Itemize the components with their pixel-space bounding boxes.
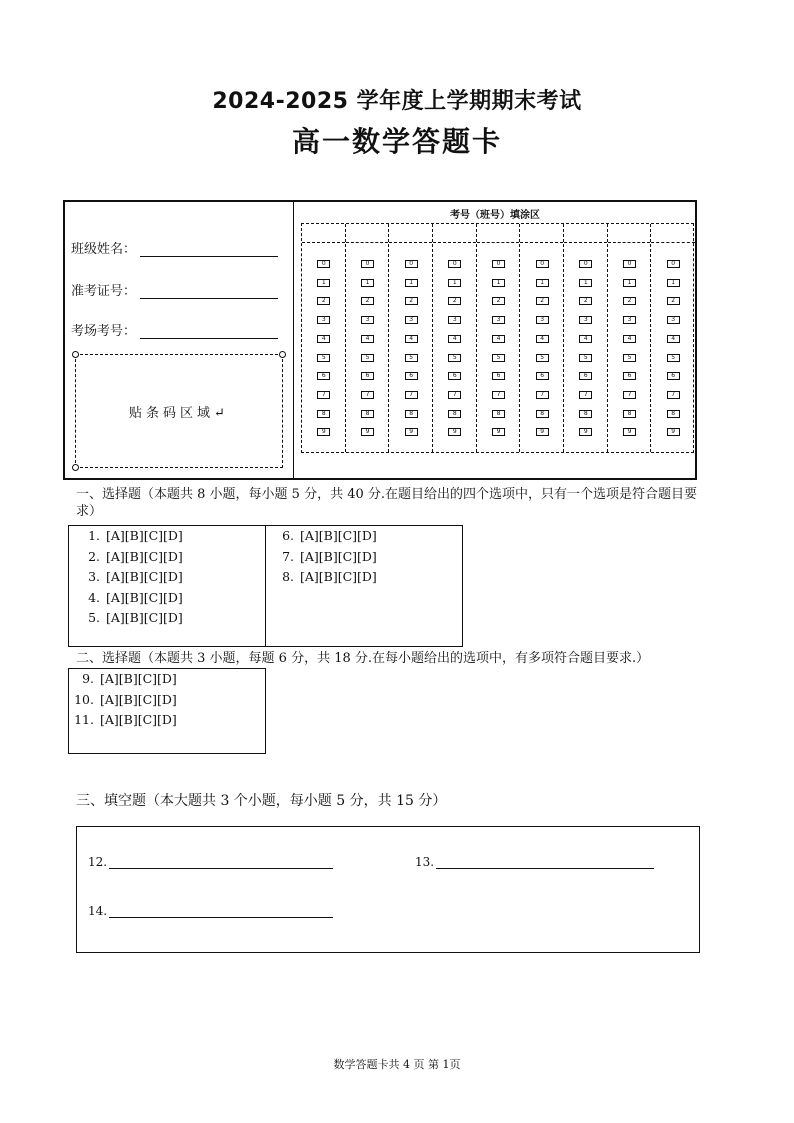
id-digit-write-cell[interactable]	[433, 224, 476, 243]
choice-question-row[interactable]	[76, 569, 183, 584]
id-digit-write-cell[interactable]	[608, 224, 651, 243]
id-fill-panel	[295, 202, 695, 478]
student-info-panel	[65, 202, 294, 478]
id-digit-column	[302, 224, 346, 452]
digit-bubble[interactable]: 6	[536, 372, 549, 380]
digit-bubble[interactable]: 7	[317, 391, 330, 399]
id-fill-grid	[301, 223, 694, 453]
question-number: 1.	[88, 528, 100, 543]
digit-bubble[interactable]: 5	[317, 354, 330, 362]
digit-bubble[interactable]: 2	[579, 297, 592, 305]
class-name-field[interactable]	[71, 238, 278, 257]
id-digit-column	[477, 224, 521, 452]
blank-number: 12.	[88, 855, 108, 869]
class-name-line[interactable]	[140, 242, 278, 257]
digit-bubble[interactable]: 0	[405, 260, 418, 268]
digit-bubble[interactable]: 0	[492, 260, 505, 268]
digit-bubble[interactable]: 5	[361, 354, 374, 362]
digit-bubble[interactable]: 2	[361, 297, 374, 305]
id-digit-column	[564, 224, 608, 452]
answer-options[interactable]: [A][B][C][D]	[300, 528, 377, 543]
corner-mark	[279, 351, 286, 358]
blank-line[interactable]	[109, 905, 333, 918]
id-digit-write-cell[interactable]	[302, 224, 345, 243]
answer-options[interactable]: [A][B][C][D]	[106, 548, 183, 564]
digit-bubble[interactable]: 1	[667, 279, 680, 287]
id-digit-column	[433, 224, 477, 452]
ticket-number-label: 准考证号：	[71, 284, 137, 299]
digit-bubble[interactable]: 1	[536, 279, 549, 287]
room-number-line[interactable]	[140, 324, 278, 339]
digit-bubble[interactable]: 2	[623, 297, 636, 305]
digit-bubble[interactable]: 4	[317, 335, 330, 343]
ticket-number-line[interactable]	[140, 284, 278, 299]
digit-bubble[interactable]: 0	[623, 260, 636, 268]
question-number: 7.	[282, 548, 294, 564]
digit-bubble[interactable]: 4	[579, 335, 592, 343]
room-number-field[interactable]	[71, 320, 278, 339]
choice-question-row[interactable]	[76, 549, 183, 564]
blank-line[interactable]	[109, 856, 333, 869]
answer-options[interactable]: [A][B][C][D]	[106, 528, 183, 543]
answer-options[interactable]: [A][B][C][D]	[300, 569, 377, 584]
digit-bubble[interactable]: 6	[623, 372, 636, 380]
digit-bubble[interactable]: 4	[361, 335, 374, 343]
choice-question-row[interactable]	[270, 569, 377, 584]
ticket-number-field[interactable]	[71, 280, 278, 299]
digit-bubble[interactable]: 9	[623, 428, 636, 436]
digit-bubble[interactable]: 2	[448, 297, 461, 305]
digit-bubble[interactable]: 5	[536, 354, 549, 362]
digit-bubble[interactable]: 5	[448, 354, 461, 362]
question-number: 10.	[74, 691, 94, 707]
question-number: 11.	[74, 712, 94, 727]
answer-options[interactable]: [A][B][C][D]	[106, 589, 183, 605]
question-number: 9.	[82, 671, 94, 686]
fill-blank[interactable]	[415, 855, 654, 869]
id-digit-write-cell[interactable]	[477, 224, 520, 243]
digit-bubble[interactable]: 9	[536, 428, 549, 436]
digit-bubble[interactable]: 7	[536, 391, 549, 399]
question-number: 8.	[282, 569, 294, 584]
digit-bubble[interactable]: 7	[623, 391, 636, 399]
digit-bubble[interactable]: 6	[492, 372, 505, 380]
digit-bubble[interactable]: 8	[492, 410, 505, 418]
blank-line[interactable]	[436, 856, 654, 869]
digit-bubble[interactable]: 6	[317, 372, 330, 380]
answer-options[interactable]: [A][B][C][D]	[106, 610, 183, 625]
digit-bubble[interactable]: 5	[579, 354, 592, 362]
blank-number: 13.	[415, 855, 435, 869]
choice-question-row[interactable]	[76, 610, 183, 625]
section3-answer-box	[76, 826, 700, 953]
digit-bubble[interactable]: 5	[623, 354, 636, 362]
question-number: 2.	[88, 548, 100, 564]
digit-bubble[interactable]: 9	[579, 428, 592, 436]
digit-bubble[interactable]: 2	[536, 297, 549, 305]
choice-question-row[interactable]	[270, 549, 377, 564]
fill-blank[interactable]	[88, 855, 333, 869]
digit-bubble[interactable]: 1	[361, 279, 374, 287]
section2-heading: 二、选择题（本题共 3 小题，每题 6 分，共 18 分.在每小题给出的选项中，有多项符合题目要求.）	[76, 651, 650, 666]
digit-bubble[interactable]: 0	[536, 260, 549, 268]
answer-options[interactable]: [A][B][C][D]	[100, 671, 177, 686]
digit-bubble[interactable]: 7	[448, 391, 461, 399]
digit-bubble[interactable]: 8	[579, 410, 592, 418]
id-digit-write-cell[interactable]	[389, 224, 432, 243]
section1-divider	[265, 526, 266, 646]
answer-options[interactable]: [A][B][C][D]	[100, 712, 177, 727]
class-name-label: 班级姓名：	[71, 242, 137, 257]
digit-bubble[interactable]: 9	[492, 428, 505, 436]
room-number-label: 考场考号：	[71, 324, 137, 339]
digit-bubble[interactable]: 9	[361, 428, 374, 436]
blank-number: 14.	[88, 904, 108, 918]
digit-bubble[interactable]: 1	[623, 279, 636, 287]
digit-bubble[interactable]: 3	[667, 316, 680, 324]
answer-options[interactable]: [A][B][C][D]	[100, 691, 177, 707]
digit-bubble[interactable]: 3	[492, 316, 505, 324]
digit-bubble[interactable]: 1	[492, 279, 505, 287]
digit-bubble[interactable]: 0	[317, 260, 330, 268]
digit-bubble[interactable]: 7	[579, 391, 592, 399]
digit-bubble[interactable]: 2	[492, 297, 505, 305]
digit-bubble[interactable]: 3	[536, 316, 549, 324]
barcode-label: 贴条码区域↵	[129, 405, 229, 421]
digit-bubble[interactable]: 1	[405, 279, 418, 287]
digit-bubble[interactable]: 0	[448, 260, 461, 268]
digit-bubble[interactable]: 1	[448, 279, 461, 287]
digit-bubble[interactable]: 3	[317, 316, 330, 324]
digit-bubble[interactable]: 9	[405, 428, 418, 436]
corner-mark	[72, 351, 79, 358]
id-digit-column	[389, 224, 433, 452]
digit-bubble[interactable]: 9	[448, 428, 461, 436]
digit-bubble[interactable]: 4	[623, 335, 636, 343]
id-digit-column	[608, 224, 652, 452]
answer-options[interactable]: [A][B][C][D]	[106, 569, 183, 584]
digit-bubble[interactable]: 8	[405, 410, 418, 418]
digit-bubble[interactable]: 6	[361, 372, 374, 380]
choice-question-row[interactable]	[270, 528, 377, 543]
digit-bubble[interactable]: 4	[492, 335, 505, 343]
digit-bubble[interactable]: 2	[405, 297, 418, 305]
digit-bubble[interactable]: 4	[536, 335, 549, 343]
digit-bubble[interactable]: 8	[667, 410, 680, 418]
barcode-area	[75, 354, 283, 468]
section3-heading: 三、填空题（本大题共 3 个小题，每小题 5 分，共 15 分）	[76, 793, 447, 809]
digit-bubble[interactable]: 8	[361, 410, 374, 418]
section1-answer-box	[68, 525, 463, 647]
digit-bubble[interactable]: 8	[536, 410, 549, 418]
digit-bubble[interactable]: 5	[405, 354, 418, 362]
answer-options[interactable]: [A][B][C][D]	[300, 548, 377, 564]
id-digit-write-cell[interactable]	[651, 224, 695, 243]
id-digit-write-cell[interactable]	[564, 224, 607, 243]
digit-bubble[interactable]: 1	[579, 279, 592, 287]
id-digit-column	[520, 224, 564, 452]
choice-question-row[interactable]	[76, 528, 183, 543]
digit-bubble[interactable]: 1	[317, 279, 330, 287]
digit-bubble[interactable]: 2	[317, 297, 330, 305]
digit-bubble[interactable]: 7	[405, 391, 418, 399]
digit-bubble[interactable]: 2	[667, 297, 680, 305]
id-digit-column	[346, 224, 390, 452]
digit-bubble[interactable]: 0	[579, 260, 592, 268]
digit-bubble[interactable]: 3	[405, 316, 418, 324]
section1-heading: 一、选择题（本题共 8 小题，每小题 5 分，共 40 分.在题目给出的四个选项中，只有一个选项是符合题目要求）	[76, 487, 698, 519]
id-digit-write-cell[interactable]	[346, 224, 389, 243]
question-number: 3.	[88, 569, 100, 584]
id-digit-write-cell[interactable]	[520, 224, 563, 243]
digit-bubble[interactable]: 0	[361, 260, 374, 268]
corner-mark	[72, 464, 79, 471]
answer-sheet-title: 高一数学答题卡	[291, 125, 502, 158]
question-number: 5.	[88, 610, 100, 625]
digit-bubble[interactable]: 3	[623, 316, 636, 324]
digit-bubble[interactable]: 7	[361, 391, 374, 399]
digit-bubble[interactable]: 6	[405, 372, 418, 380]
digit-bubble[interactable]: 7	[492, 391, 505, 399]
digit-bubble[interactable]: 8	[623, 410, 636, 418]
digit-bubble[interactable]: 5	[492, 354, 505, 362]
digit-bubble[interactable]: 3	[448, 316, 461, 324]
digit-bubble[interactable]: 6	[448, 372, 461, 380]
digit-bubble[interactable]: 0	[667, 260, 680, 268]
digit-bubble[interactable]: 7	[667, 391, 680, 399]
digit-bubble[interactable]: 8	[317, 410, 330, 418]
choice-question-row[interactable]	[76, 590, 183, 605]
digit-bubble[interactable]: 8	[448, 410, 461, 418]
id-digit-column	[651, 224, 695, 452]
digit-bubble[interactable]: 4	[667, 335, 680, 343]
choice-question-row[interactable]	[70, 671, 177, 686]
question-number: 4.	[88, 589, 100, 605]
digit-bubble[interactable]: 5	[667, 354, 680, 362]
digit-bubble[interactable]: 3	[361, 316, 374, 324]
digit-bubble[interactable]: 4	[448, 335, 461, 343]
digit-bubble[interactable]: 3	[579, 316, 592, 324]
page-footer: 数学答题卡共 4 页 第 1页	[333, 1058, 461, 1071]
question-number: 6.	[282, 528, 294, 543]
choice-question-row[interactable]	[70, 712, 177, 727]
choice-question-row[interactable]	[70, 692, 177, 707]
digit-bubble[interactable]: 4	[405, 335, 418, 343]
exam-title: 2024-2025 学年度上学期期末考试	[212, 89, 582, 114]
digit-bubble[interactable]: 9	[667, 428, 680, 436]
fill-blank[interactable]	[88, 904, 333, 918]
digit-bubble[interactable]: 6	[579, 372, 592, 380]
header-box	[63, 200, 697, 480]
digit-bubble[interactable]: 6	[667, 372, 680, 380]
id-fill-title: 考号（班号）填涂区	[450, 210, 540, 221]
digit-bubble[interactable]: 9	[317, 428, 330, 436]
